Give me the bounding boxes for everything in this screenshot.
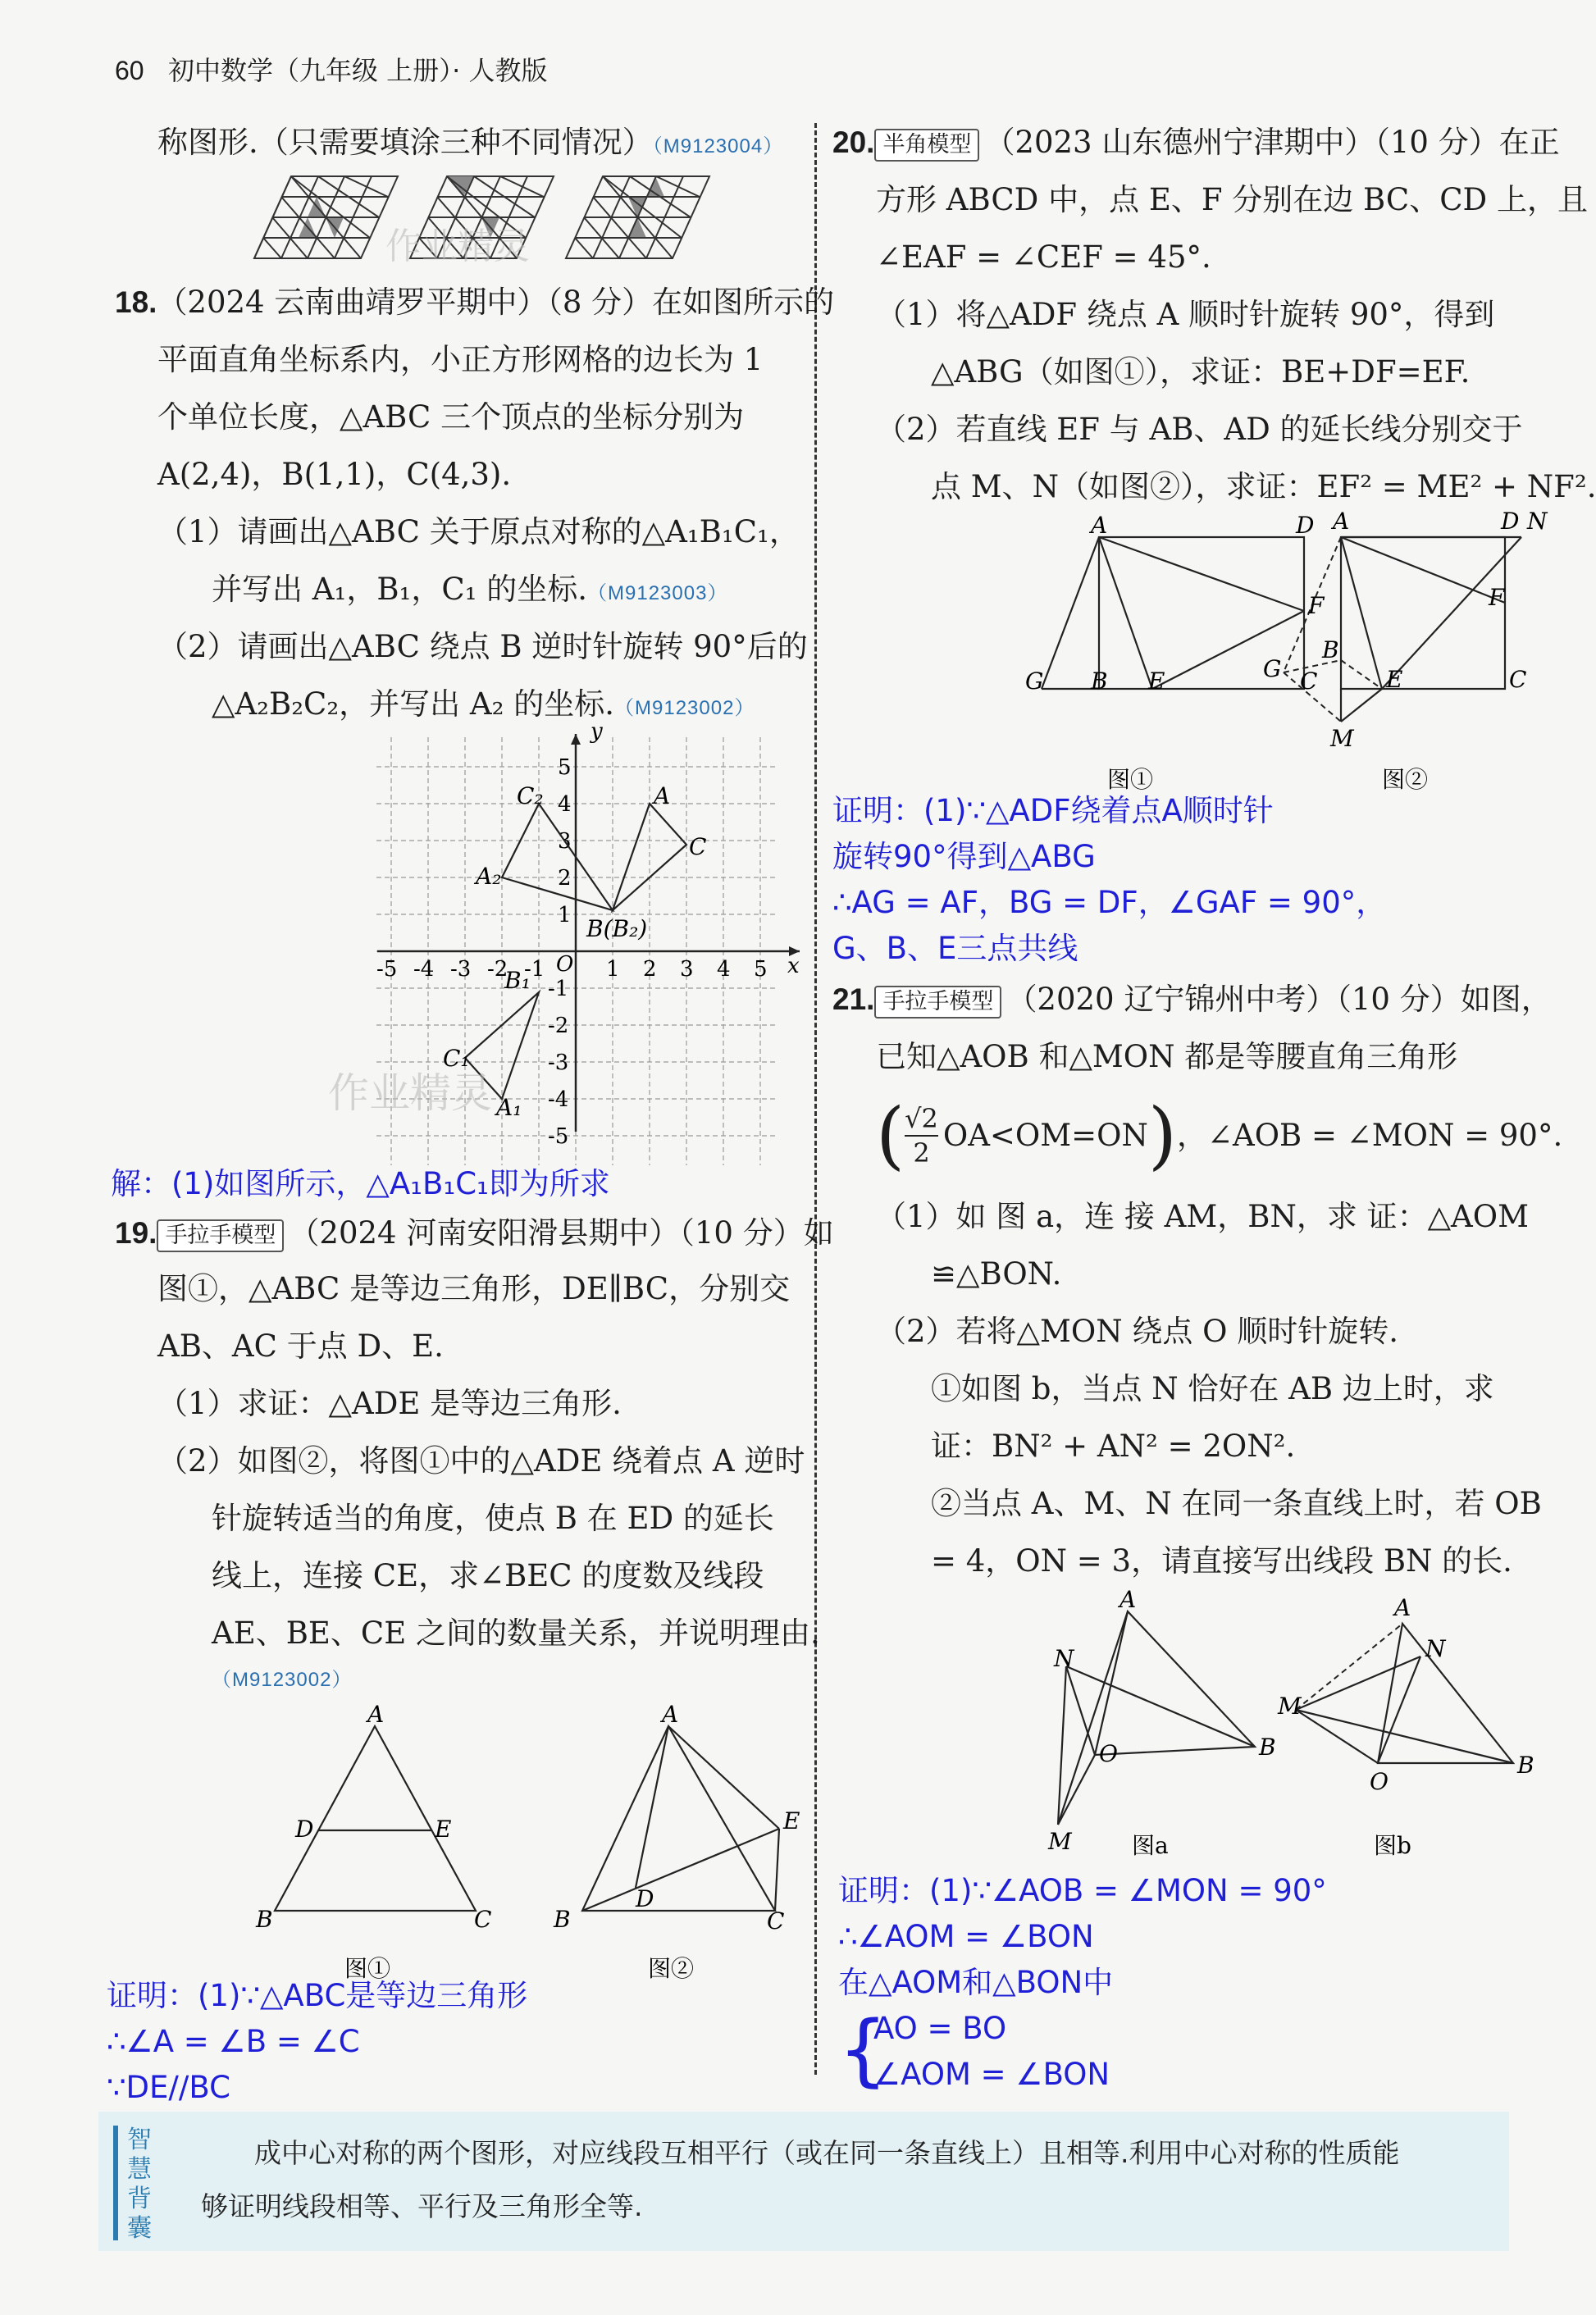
tri-grid-3 <box>566 176 709 258</box>
q19-answer-3: ∵DE//BC <box>107 2070 230 2105</box>
q18-line1: 18.（2024 云南曲靖罗平期中）（8 分）在如图所示的 <box>115 285 835 320</box>
x-tick-label: 4 <box>717 957 731 982</box>
svg-text:F: F <box>1489 584 1505 611</box>
q21-part1a: （1）如 图 a，连 接 AM，BN，求 证：△AOM <box>876 1199 1529 1234</box>
y-tick-label: 2 <box>558 866 572 891</box>
x-tick-label: -2 <box>487 957 508 982</box>
svg-text:D: D <box>1501 508 1520 535</box>
tip-side-label: 智慧背囊 <box>127 2126 152 2243</box>
x-axis-label: x <box>787 954 800 978</box>
svg-text:A: A <box>662 1701 679 1728</box>
y-tick-label: 5 <box>558 755 572 780</box>
q21-part2-2b: = 4，ON = 3，请直接写出线段 BN 的长. <box>931 1543 1512 1579</box>
y-tick-label: 4 <box>558 792 572 817</box>
y-axis-label: y <box>591 719 603 744</box>
x-tick-label: -5 <box>376 957 398 982</box>
q21-tag: 手拉手模型 <box>874 986 1001 1019</box>
svg-text:B: B <box>1322 636 1339 663</box>
label-C: C <box>689 833 707 860</box>
q18-part1b: 并写出 A₁，B₁，C₁ 的坐标.（M9123003） <box>212 572 728 607</box>
svg-text:B: B <box>1259 1734 1276 1761</box>
q21-figa-caption: 图a <box>1132 1832 1169 1859</box>
x-tick-label: 1 <box>606 957 620 982</box>
svg-text:C: C <box>767 1907 785 1934</box>
triangle-grid-figures <box>246 168 714 267</box>
q19-answer-2: ∴∠A = ∠B = ∠C <box>107 2024 360 2059</box>
svg-text:E: E <box>435 1816 452 1843</box>
q21-part2: （2）若将△MON 绕点 O 顺时针旋转. <box>876 1314 1398 1349</box>
q20-part1b: △ABG（如图①），求证：BE+DF=EF. <box>931 354 1471 390</box>
label-A1: A₁ <box>496 1094 522 1121</box>
y-tick-label: 3 <box>558 829 572 854</box>
x-tick-label: 3 <box>680 957 694 982</box>
svg-text:A: A <box>1333 508 1350 535</box>
svg-text:D: D <box>636 1885 654 1912</box>
q19-part2b: 针旋转适当的角度，使点 B 在 ED 的延长 <box>212 1501 774 1536</box>
q18-part1a: （1）请画出△ABC 关于原点对称的△A₁B₁C₁， <box>157 514 800 549</box>
svg-text:D: D <box>295 1816 314 1843</box>
y-tick-label: -5 <box>548 1124 569 1149</box>
q20-line1: 20. 半角模型 （2023 山东德州宁津期中）（10 分）在正 <box>832 125 1560 160</box>
q18-line2: 平面直角坐标系内，小正方形网格的边长为 1 <box>157 342 764 377</box>
label-C1: C₁ <box>443 1045 470 1072</box>
q20-tag: 半角模型 <box>874 129 979 162</box>
svg-text:O: O <box>1099 1740 1118 1767</box>
q19-part1: （1）求证：△ADE 是等边三角形. <box>157 1386 622 1421</box>
svg-text:C: C <box>474 1906 492 1933</box>
svg-text:E: E <box>1148 668 1165 695</box>
svg-text:E: E <box>783 1807 800 1834</box>
svg-text:G: G <box>1025 668 1044 695</box>
x-tick-label: -3 <box>450 957 472 982</box>
brace: { <box>838 2005 888 2095</box>
svg-text:B: B <box>256 1906 273 1933</box>
svg-text:N: N <box>1527 508 1548 535</box>
y-tick-label: -2 <box>548 1014 569 1038</box>
q21-part2-2a: ②当点 A、M、N 在同一条直线上时，若 OB <box>931 1486 1542 1521</box>
svg-text:N: N <box>1425 1635 1446 1662</box>
q21-answer-2: ∴∠AOM = ∠BON <box>838 1919 1094 1954</box>
q21-line1: 21. 手拉手模型 （2020 辽宁锦州中考）（10 分）如图， <box>832 982 1552 1017</box>
label-A: A <box>654 782 671 809</box>
q21-answer-3: 在△AOM和△BON中 <box>838 1965 1114 2000</box>
y-tick-label: -3 <box>548 1050 569 1075</box>
y-tick-label: -1 <box>548 977 569 1001</box>
q21-line2: 已知△AOB 和△MON 都是等腰直角三角形 <box>876 1039 1458 1074</box>
q21-figb-caption: 图b <box>1374 1832 1411 1859</box>
svg-text:O: O <box>1370 1768 1389 1795</box>
svg-text:A: A <box>1091 512 1108 539</box>
svg-text:M: M <box>1330 725 1354 752</box>
x-tick-label: -1 <box>524 957 545 982</box>
q17-tail: 称图形.（只需要填涂三种不同情况）（M9123004） <box>157 125 784 160</box>
q18-part2a: （2）请画出△ABC 绕点 B 逆时针旋转 90°后的 <box>157 629 808 664</box>
svg-text:A: A <box>1394 1594 1411 1621</box>
tri-grid-1 <box>254 176 398 258</box>
q19-part2c: 线上，连接 CE，求∠BEC 的度数及线段 <box>212 1558 764 1593</box>
q21-line3: ( √2 2 OA<OM=ON ) ，∠AOB = ∠MON = 90°. <box>876 1092 1563 1178</box>
q18-answer: 解：(1)如图所示，△A₁B₁C₁即为所求 <box>111 1166 610 1201</box>
q20-line3: ∠EAF = ∠CEF = 45°. <box>876 239 1211 275</box>
y-tick-label: -4 <box>548 1087 569 1112</box>
svg-text:M: M <box>1278 1693 1302 1720</box>
q20-answer-2: 旋转90°得到△ABG <box>832 839 1096 874</box>
svg-text:A: A <box>1119 1586 1137 1613</box>
q20-answer-1: 证明：(1)∵△ADF绕着点A顺时针 <box>832 793 1274 828</box>
q19-line2: 图①，△ABC 是等边三角形，DE∥BC，分别交 <box>157 1271 791 1306</box>
svg-text:F: F <box>1308 592 1325 619</box>
q19-answer-1: 证明：(1)∵△ABC是等边三角形 <box>107 1978 528 2013</box>
svg-text:B: B <box>554 1906 571 1933</box>
label-B1: B₁ <box>504 967 531 994</box>
y-tick-label: 1 <box>558 903 572 927</box>
label-origin: O <box>556 952 574 977</box>
label-C2: C₂ <box>517 782 544 809</box>
q19-fig1-caption: 图① <box>344 1955 391 1982</box>
svg-text:N: N <box>1054 1645 1074 1672</box>
q19-part2d: AE、BE、CE 之间的数量关系，并说明理由. <box>212 1615 820 1651</box>
watermark-2: 作业精灵 <box>328 1069 492 1117</box>
q20-figures <box>1025 508 1550 795</box>
svg-text:C: C <box>1509 666 1527 693</box>
tip-side-bar <box>113 2126 118 2240</box>
page-number: 60 <box>115 56 144 85</box>
book-title: 初中数学（九年级 上册）· 人教版 <box>168 55 548 86</box>
q18-line3: 个单位长度，△ABC 三个顶点的坐标分别为 <box>157 399 745 435</box>
tip-line-1: 成中心对称的两个图形，对应线段互相平行（或在同一条直线上）且相等.利用中心对称的性质能 <box>254 2137 1400 2169</box>
q19-part2a: （2）如图②，将图①中的△ADE 绕着点 A 逆时 <box>157 1443 805 1479</box>
svg-text:B: B <box>1517 1752 1534 1779</box>
q21-answer-5: ∠AOM = ∠BON <box>873 2057 1110 2092</box>
x-tick-label: -4 <box>413 957 435 982</box>
triangle-A2B2C2 <box>502 804 613 910</box>
q21-part2-1b: 证：BN² + AN² = 2ON². <box>931 1429 1296 1464</box>
svg-text:A: A <box>367 1701 385 1728</box>
q20-line2: 方形 ABCD 中，点 E、F 分别在边 BC、CD 上，且 <box>876 182 1588 217</box>
q21-answer-4: AO = BO <box>873 2011 1007 2046</box>
q18-part2b: △A₂B₂C₂，并写出 A₂ 的坐标.（M9123002） <box>212 686 755 722</box>
q19-fig2-caption: 图② <box>648 1955 695 1982</box>
q21-part2-1a: ①如图 b，当点 N 恰好在 AB 边上时，求 <box>931 1371 1494 1406</box>
q19-line1: 19. 手拉手模型 （2024 河南安阳滑县期中）（10 分）如 <box>115 1215 834 1251</box>
q21-figures <box>1033 1586 1542 1862</box>
svg-text:D: D <box>1296 512 1315 539</box>
tip-line-2: 够证明线段相等、平行及三角形全等. <box>201 2190 643 2222</box>
svg-text:E: E <box>1386 666 1403 693</box>
q20-part2a: （2）若直线 EF 与 AB、AD 的延长线分别交于 <box>876 412 1523 447</box>
q20-part1a: （1）将△ADF 绕点 A 顺时针旋转 90°，得到 <box>876 297 1495 332</box>
q21-answer-1: 证明：(1)∵∠AOB = ∠MON = 90° <box>838 1873 1327 1908</box>
watermark-1: 作业精灵 <box>385 226 530 267</box>
label-B-B2: B(B₂) <box>586 915 648 942</box>
svg-text:G: G <box>1263 655 1282 682</box>
svg-text:C: C <box>1300 668 1318 695</box>
label-A2: A₂ <box>476 863 502 890</box>
q20-fig2-caption: 图② <box>1382 766 1429 793</box>
svg-text:M: M <box>1048 1828 1072 1855</box>
x-tick-label: 2 <box>643 957 657 982</box>
coordinate-grid-figure <box>328 719 820 1149</box>
q20-part2b: 点 M、N（如图②），求证：EF² = ME² + NF². <box>931 469 1596 504</box>
q21-part1b: ≌△BON. <box>931 1256 1062 1292</box>
q19-line3: AB、AC 于点 D、E. <box>157 1328 444 1364</box>
q20-answer-4: G、B、E三点共线 <box>832 931 1078 966</box>
q19-tag: 手拉手模型 <box>157 1219 284 1252</box>
q19-code: （M9123002） <box>212 1669 353 1691</box>
q19-figures <box>246 1701 804 1985</box>
svg-text:B: B <box>1091 668 1108 695</box>
x-tick-label: 5 <box>754 957 768 982</box>
q20-answer-3: ∴AG = AF，BG = DF，∠GAF = 90°， <box>832 885 1387 920</box>
q20-fig1-caption: 图① <box>1107 766 1154 793</box>
q18-line4: A(2,4)，B(1,1)，C(4,3). <box>157 457 512 492</box>
